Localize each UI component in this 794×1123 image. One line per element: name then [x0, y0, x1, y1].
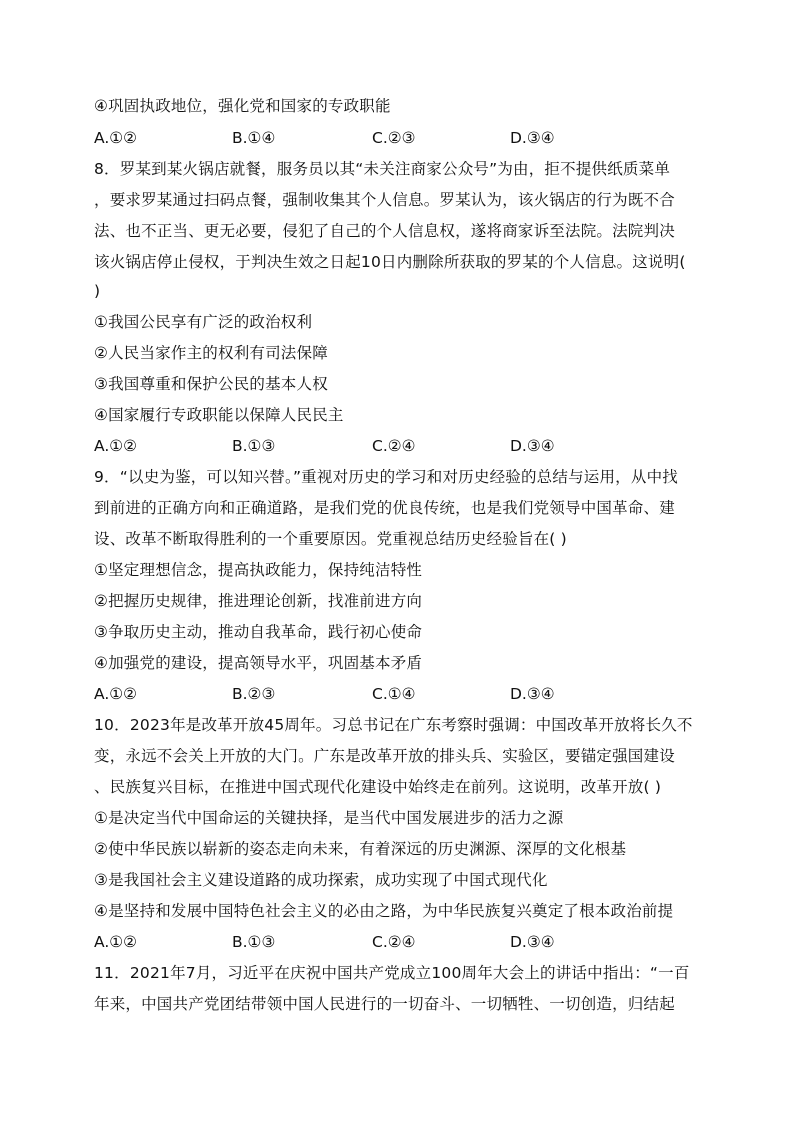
q8-item-2: ②人民当家作主的权利有司法保障 [94, 344, 328, 362]
q7-option-c: C.②③ [372, 129, 416, 147]
q8-stem-line: 该火锅店停止侵权，于判决生效之日起10日内删除所获取的罗某的个人信息。这说明( [94, 253, 686, 271]
q8-option-b: B.①③ [232, 437, 276, 455]
q10-stem-line: 、民族复兴目标，在推进中国式现代化建设中始终走在前列。这说明，改革开放( ) [94, 778, 662, 796]
q9-option-d: D.③④ [510, 685, 555, 703]
q10-item-1: ①是决定当代中国命运的关键抉择，是当代中国发展进步的活力之源 [94, 809, 564, 827]
q9-option-b: B.②③ [232, 685, 276, 703]
q7-item-4: ④巩固执政地位，强化党和国家的专政职能 [94, 97, 391, 115]
q8-item-3: ③我国尊重和保护公民的基本人权 [94, 375, 328, 393]
q10-option-d: D.③④ [510, 933, 555, 951]
q10-stem-line: 10．2023年是改革开放45周年。习总书记在广东考察时强调：中国改革开放将长久不 [94, 716, 693, 734]
q9-options [94, 684, 704, 704]
q8-stem-line: ，要求罗某通过扫码点餐，强制收集其个人信息。罗某认为，该火锅店的行为既不合 [94, 191, 675, 209]
q8-stem-line: ) [94, 282, 101, 300]
q10-options [94, 932, 704, 952]
q9-option-a: A.①② [94, 685, 138, 703]
q8-stem-line: 法、也不正当、更无必要，侵犯了自己的个人信息权，遂将商家诉至法院。法院判决 [94, 222, 675, 240]
q8-options [94, 436, 704, 456]
q9-option-c: C.①④ [372, 685, 416, 703]
q8-item-4: ④国家履行专政职能以保障人民民主 [94, 406, 344, 424]
q10-item-3: ③是我国社会主义建设道路的成功探索，成功实现了中国式现代化 [94, 871, 548, 889]
q10-option-a: A.①② [94, 933, 138, 951]
q7-options [94, 128, 704, 148]
q9-item-2: ②把握历史规律，推进理论创新，找准前进方向 [94, 592, 423, 610]
q8-option-c: C.②④ [372, 437, 416, 455]
q7-option-d: D.③④ [510, 129, 555, 147]
q9-item-3: ③争取历史主动，推动自我革命，践行初心使命 [94, 623, 423, 641]
q7-option-a: A.①② [94, 129, 138, 147]
q9-stem-line: 到前进的正确方向和正确道路，是我们党的优良传统，也是我们党领导中国革命、建 [94, 499, 675, 517]
q10-item-2: ②使中华民族以崭新的姿态走向未来，有着深远的历史渊源、深厚的文化根基 [94, 840, 627, 858]
q9-item-4: ④加强党的建设，提高领导水平，巩固基本矛盾 [94, 654, 423, 672]
q10-item-4: ④是坚持和发展中国特色社会主义的必由之路，为中华民族复兴奠定了根本政治前提 [94, 902, 674, 920]
q9-item-1: ①坚定理想信念，提高执政能力，保持纯洁特性 [94, 561, 423, 579]
q8-item-1: ①我国公民享有广泛的政治权利 [94, 313, 313, 331]
q11-stem-line: 11．2021年7月，习近平在庆祝中国共产党成立100周年大会上的讲话中指出：“一百 [94, 964, 690, 982]
q9-stem-line: 设、改革不断取得胜利的一个重要原因。党重视总结历史经验旨在( ) [94, 530, 567, 548]
q11-stem-line: 年来，中国共产党团结带领中国人民进行的一切奋斗、一切牺牲、一切创造，归结起 [94, 995, 675, 1013]
q10-stem-line: 变，永远不会关上开放的大门。广东是改革开放的排头兵、实验区，要锚定强国建设 [94, 747, 675, 765]
q7-option-b: B.①④ [232, 129, 276, 147]
q8-option-a: A.①② [94, 437, 138, 455]
q10-option-c: C.②④ [372, 933, 416, 951]
q9-stem-line: 9．“以史为鉴，可以知兴替。”重视对历史的学习和对历史经验的总结与运用，从中找 [94, 468, 678, 486]
q8-stem-line: 8．罗某到某火锅店就餐，服务员以其“未关注商家公众号”为由，拒不提供纸质菜单 [94, 160, 671, 178]
q10-option-b: B.①③ [232, 933, 276, 951]
q8-option-d: D.③④ [510, 437, 555, 455]
